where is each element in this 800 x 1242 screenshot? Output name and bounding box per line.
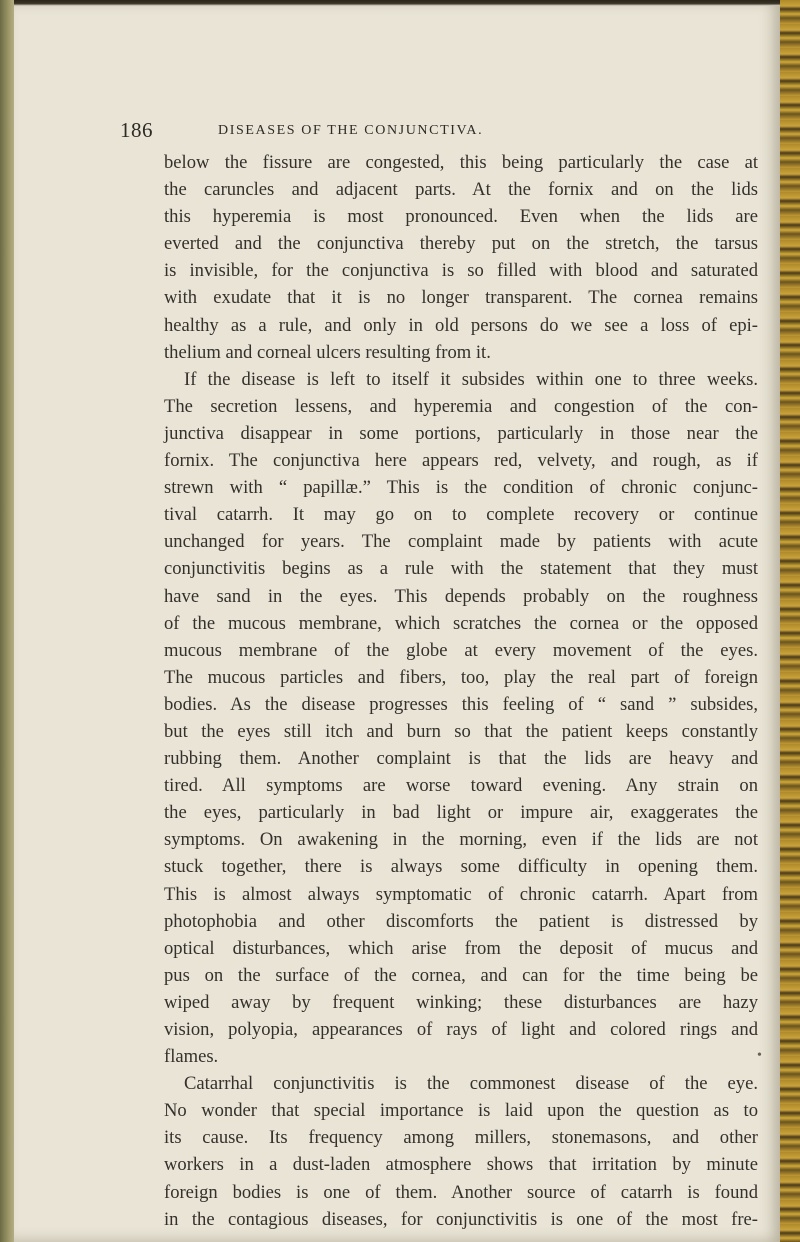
text-line: with exudate that it is no longer transparent. The cornea remains <box>164 287 758 309</box>
text-line: The secretion lessens, and hyperemia and congestion of the con- <box>164 395 758 417</box>
text-line: everted and the conjunctiva thereby put on the stretch, the tarsus <box>164 233 758 255</box>
page-number: 186 <box>120 118 153 142</box>
text-line: This is almost always symptomatic of chronic catarrh. Apart from <box>164 883 758 905</box>
body-text <box>164 149 758 1233</box>
text-line: No wonder that special importance is laid upon the question as to <box>164 1100 758 1122</box>
text-line: Catarrhal conjunctivitis is the commonest disease of the eye. <box>184 1073 758 1095</box>
text-line: in the contagious diseases, for conjunctivitis is one of the most fre- <box>164 1208 758 1230</box>
text-line: its cause. Its frequency among millers, stonemasons, and other <box>164 1127 758 1149</box>
text-line: unchanged for years. The complaint made by patients with acute <box>164 531 758 553</box>
text-line: fornix. The conjunctiva here appears red, velvety, and rough, as if <box>164 450 758 472</box>
text-line: rubbing them. Another complaint is that the lids are heavy and <box>164 748 758 770</box>
text-line: If the disease is left to itself it subsides within one to three weeks. <box>184 368 758 390</box>
text-line: symptoms. On awakening in the morning, even if the lids are not <box>164 829 758 851</box>
text-line: workers in a dust-laden atmosphere shows that irritation by minute <box>164 1154 758 1176</box>
text-line: pus on the surface of the cornea, and can for the time being be <box>164 964 758 986</box>
text-line: conjunctivitis begins as a rule with the statement that they must <box>164 558 758 580</box>
book-gilt-edge <box>780 0 800 1242</box>
text-line: the eyes, particularly in bad light or impure air, exaggerates the <box>164 802 758 824</box>
text-line: thelium and corneal ulcers resulting from it. <box>164 341 491 363</box>
text-line: wiped away by frequent winking; these disturbances are hazy <box>164 991 758 1013</box>
text-line: is invisible, for the conjunctiva is so filled with blood and saturated <box>164 260 758 282</box>
text-line: below the fissure are congested, this being particularly the case at <box>164 152 758 173</box>
text-line: tired. All symptoms are worse toward evening. Any strain on <box>164 775 758 797</box>
text-line: bodies. As the disease progresses this feeling of “ sand ” subsides, <box>164 693 758 715</box>
text-line: tival catarrh. It may go on to complete recovery or continue <box>164 504 758 526</box>
text-line: stuck together, there is always some difficulty in opening them. <box>164 856 758 878</box>
text-line: flames. <box>164 1046 219 1068</box>
text-line: optical disturbances, which arise from the deposit of mucus and <box>164 937 758 959</box>
text-line: the caruncles and adjacent parts. At the fornix and on the lids <box>164 179 758 201</box>
text-line: The mucous particles and fibers, too, play the real part of foreign <box>164 666 758 688</box>
text-line: vision, polyopia, appearances of rays of light and colored rings and <box>164 1019 758 1040</box>
text-line: healthy as a rule, and only in old persons do we see a loss of epi- <box>164 314 758 336</box>
text-line: this hyperemia is most pronounced. Even when the lids are <box>164 206 758 228</box>
text-line: of the mucous membrane, which scratches the cornea or the opposed <box>164 612 758 634</box>
text-line: but the eyes still itch and burn so that the patient keeps constantly <box>164 720 758 742</box>
text-line: photophobia and other discomforts the patient is distressed by <box>164 910 758 932</box>
text-line: junctiva disappear in some portions, particularly in those near the <box>164 422 758 444</box>
running-head: DISEASES OF THE CONJUNCTIVA. <box>218 123 484 138</box>
margin-mark-icon: • <box>757 1048 762 1063</box>
text-line: strewn with “ papillæ.” This is the condition of chronic conjunc- <box>164 477 758 499</box>
text-line: mucous membrane of the globe at every movement of the eyes. <box>164 639 758 661</box>
text-line: have sand in the eyes. This depends probably on the roughness <box>164 585 758 607</box>
page-top-edge <box>14 0 784 6</box>
page-header <box>0 118 800 148</box>
text-line: foreign bodies is one of them. Another source of catarrh is found <box>164 1181 758 1203</box>
